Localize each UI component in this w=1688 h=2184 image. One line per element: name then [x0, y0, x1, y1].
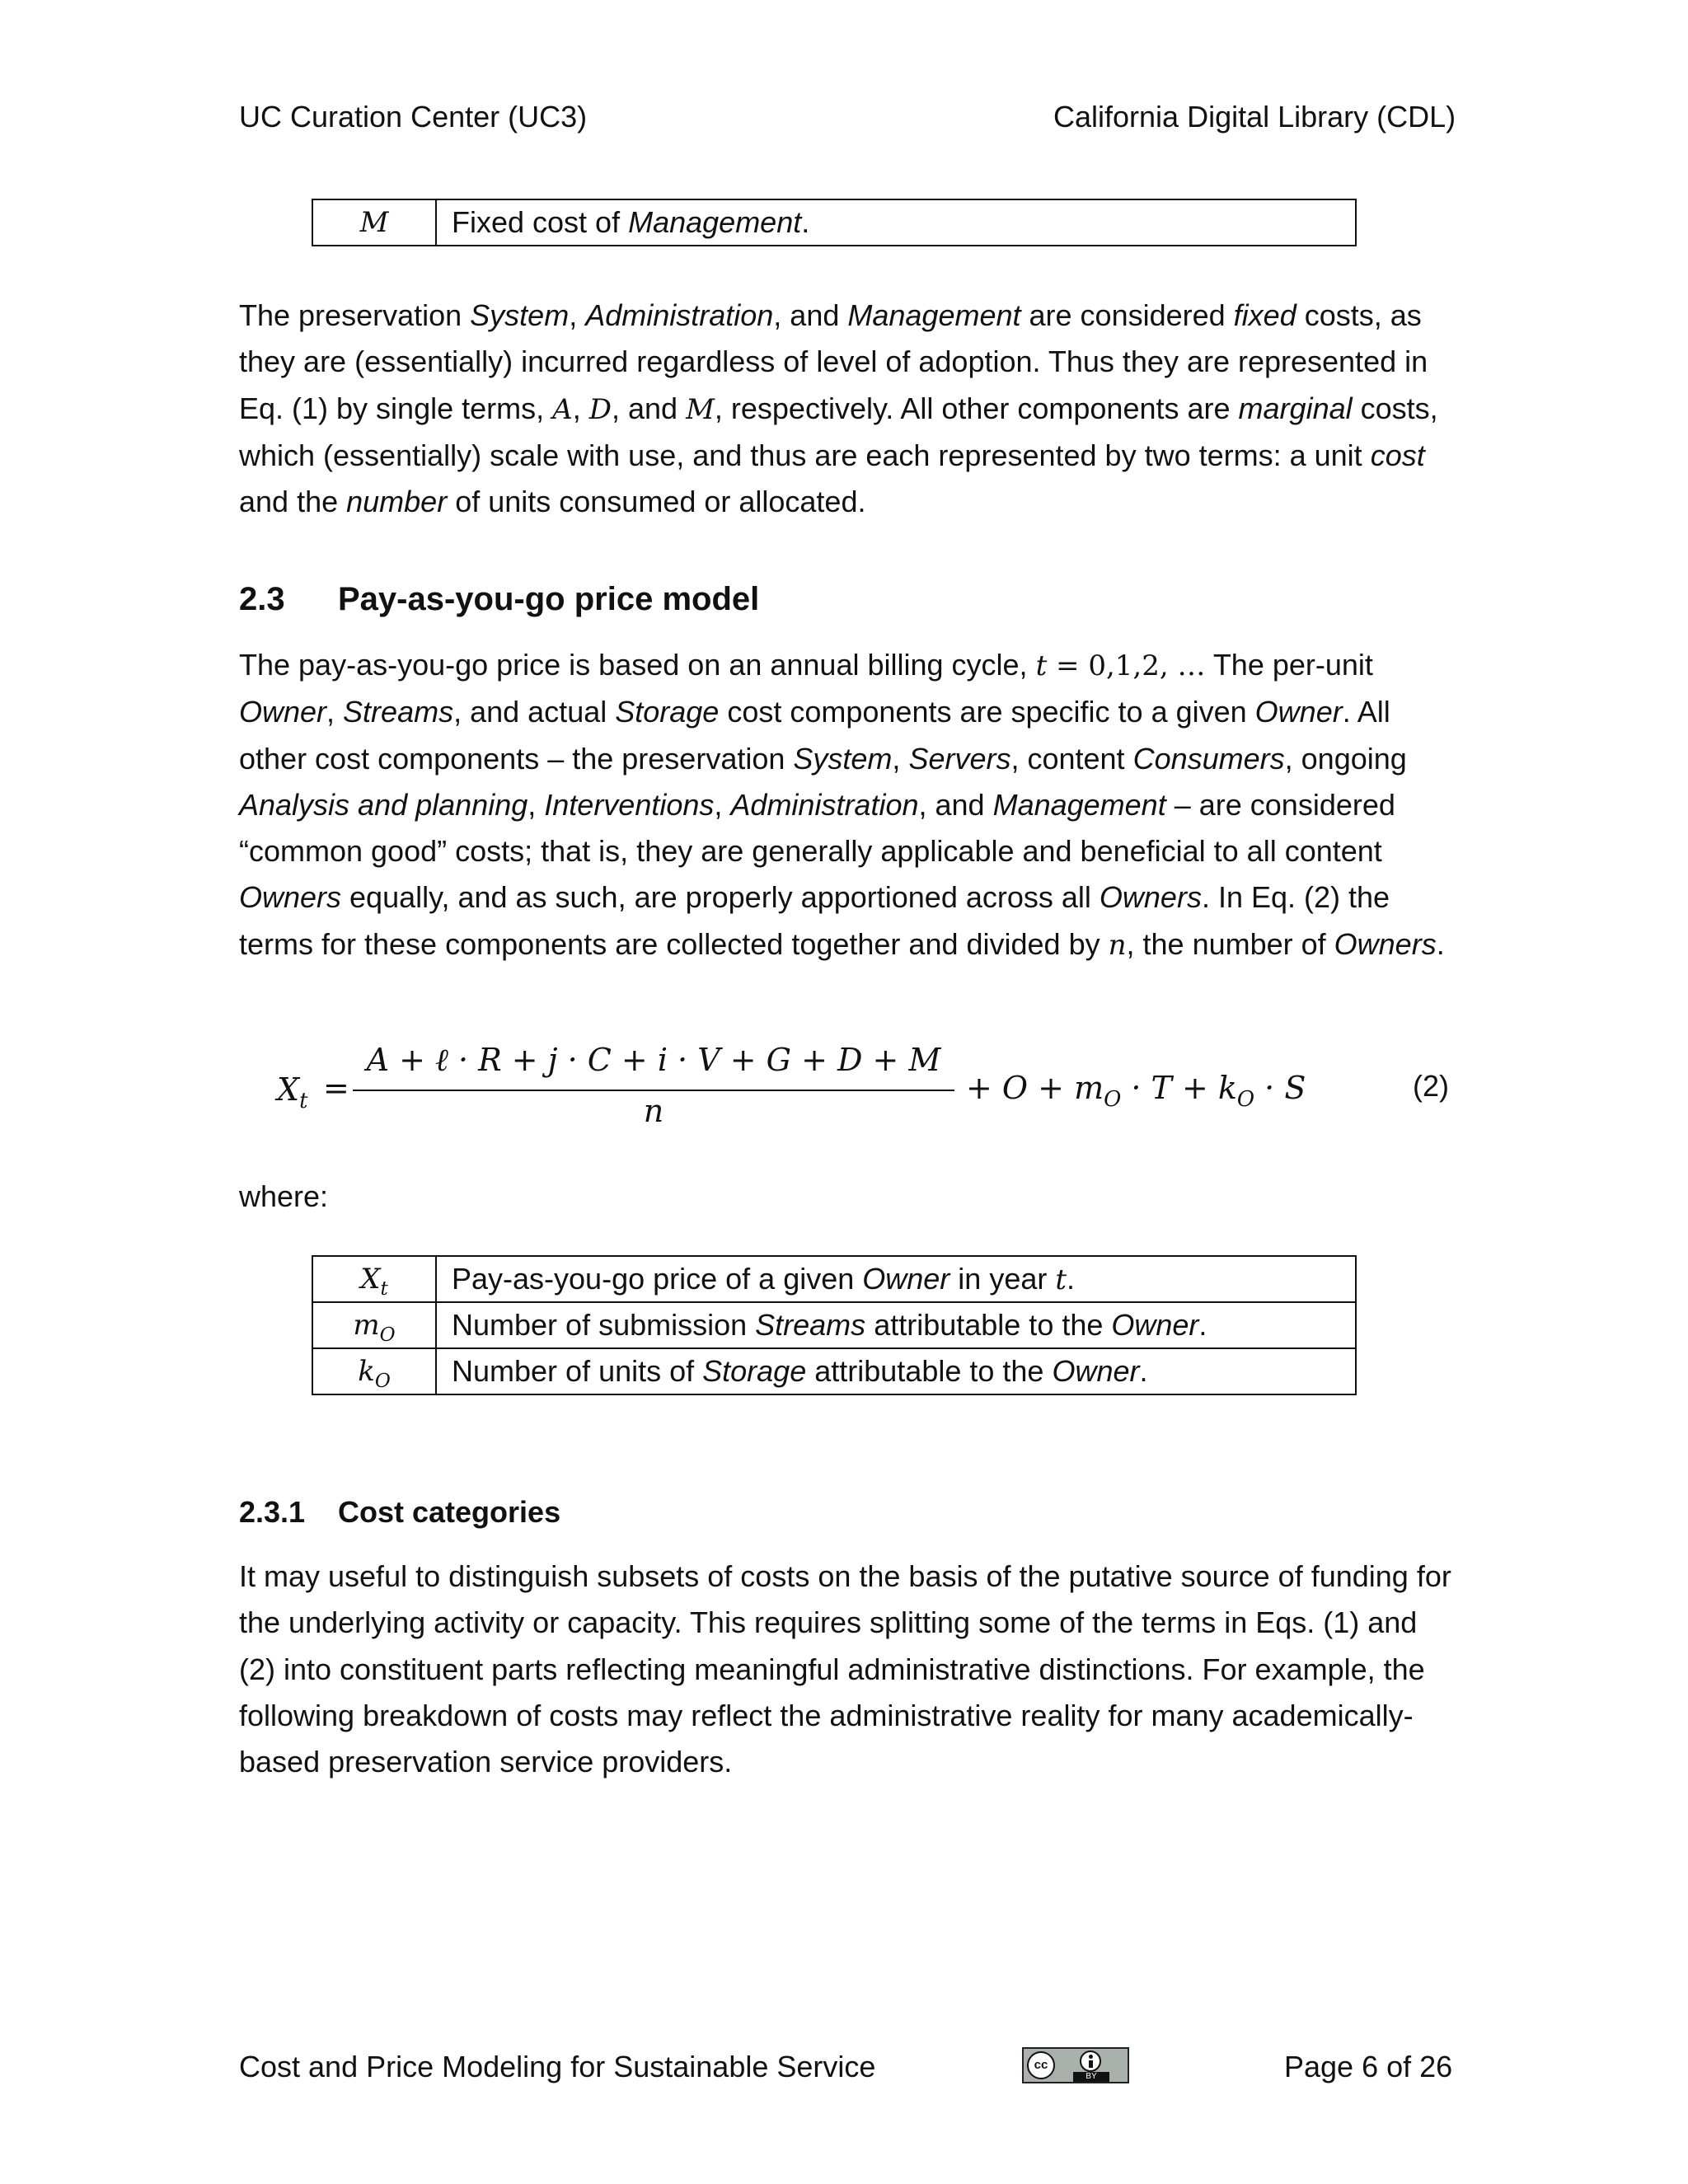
subsection-title: Cost categories [338, 1495, 561, 1529]
description-cell: Number of submission Streams attributable to the Owner. [436, 1302, 1356, 1348]
description-cell: Fixed cost of Management. [436, 199, 1356, 246]
where-variable-table [312, 1255, 1357, 1395]
fixed-costs-paragraph: The preservation System, Administration, and Management are considered fixed costs, as they are (essentially) incurred regardless of level of adoption. Thus they are represented in Eq. (1) by single terms, A, D, and M, respectively. All other components are marginal costs, which (essentially) scale with use, and thus are each represented by two terms: a unit cost and the number of units consumed or allocated. [239, 298, 1438, 519]
equation-lhs: $X_t$ [277, 1071, 308, 1114]
subsection-number: 2.3.1 [239, 1495, 306, 1529]
symbol-cell: $X_t$ [312, 1256, 436, 1302]
header-right: California Digital Library (CDL) [1053, 100, 1456, 134]
by-person-icon [1080, 2050, 1101, 2072]
equation-numerator: A + ℓ · R + j · C + i · V + G + D + M [366, 1042, 941, 1078]
description-cell: Number of units of Storage attributable to the Owner. [436, 1348, 1356, 1394]
fraction-bar [353, 1090, 954, 1091]
symbol-cell: M [312, 199, 436, 246]
section-number: 2.3 [239, 581, 285, 617]
description-cell: Pay-as-you-go price of a given Owner in year t. [436, 1256, 1356, 1302]
top-variable-table [312, 199, 1357, 246]
footer-title: Cost and Price Modeling for Sustainable Service [239, 2050, 876, 2083]
where-label: where: [239, 1179, 329, 1213]
section-title: Pay-as-you-go price model [338, 581, 760, 617]
cc-license-badge [1022, 2047, 1129, 2083]
by-label: BY [1073, 2072, 1109, 2082]
cost-categories-paragraph: It may useful to distinguish subsets of costs on the basis of the putative source of funding for the underlying activity or capacity. This requires splitting some of the terms in Eqs. (1) and (2) into constituent parts reflecting meaningful administrative distinctions. For example, the following breakdown of costs may reflect the administrative reality for many academically-based preservation service providers. [239, 1559, 1451, 1779]
table-row [312, 1348, 1356, 1394]
page-number: Page 6 of 26 [1284, 2050, 1453, 2083]
equation-denominator: n [643, 1093, 664, 1129]
pay-as-you-go-paragraph: The pay-as-you-go price is based on an annual billing cycle, t = 0,1,2, … The per-unit Owner, Streams, and actual Storage cost components are specific to a given Owner. All other cost components – the preservation System, Servers, content Consumers, ongoing Analysis and planning, Interventions, Administration, and Management – are considered “common good” costs; that is, they are generally applicable and beneficial to all content Owners equally, and as such, are properly apportioned across all Owners. In Eq. (2) the terms for these components are collected together and divided by n, the number of Owners. [239, 648, 1445, 962]
equation-tail: + $O + m_O \cdot T + k_O \cdot S$ [966, 1070, 1306, 1113]
table-row [312, 1256, 1356, 1302]
equation-number: (2) [1413, 1069, 1449, 1103]
equation-equals: = [323, 1070, 349, 1106]
cc-icon: cc [1027, 2051, 1055, 2079]
symbol-cell: $m_O$ [312, 1302, 436, 1348]
table-row [312, 199, 1356, 246]
symbol-cell: $k_O$ [312, 1348, 436, 1394]
table-row [312, 1302, 1356, 1348]
header-left: UC Curation Center (UC3) [239, 100, 588, 134]
